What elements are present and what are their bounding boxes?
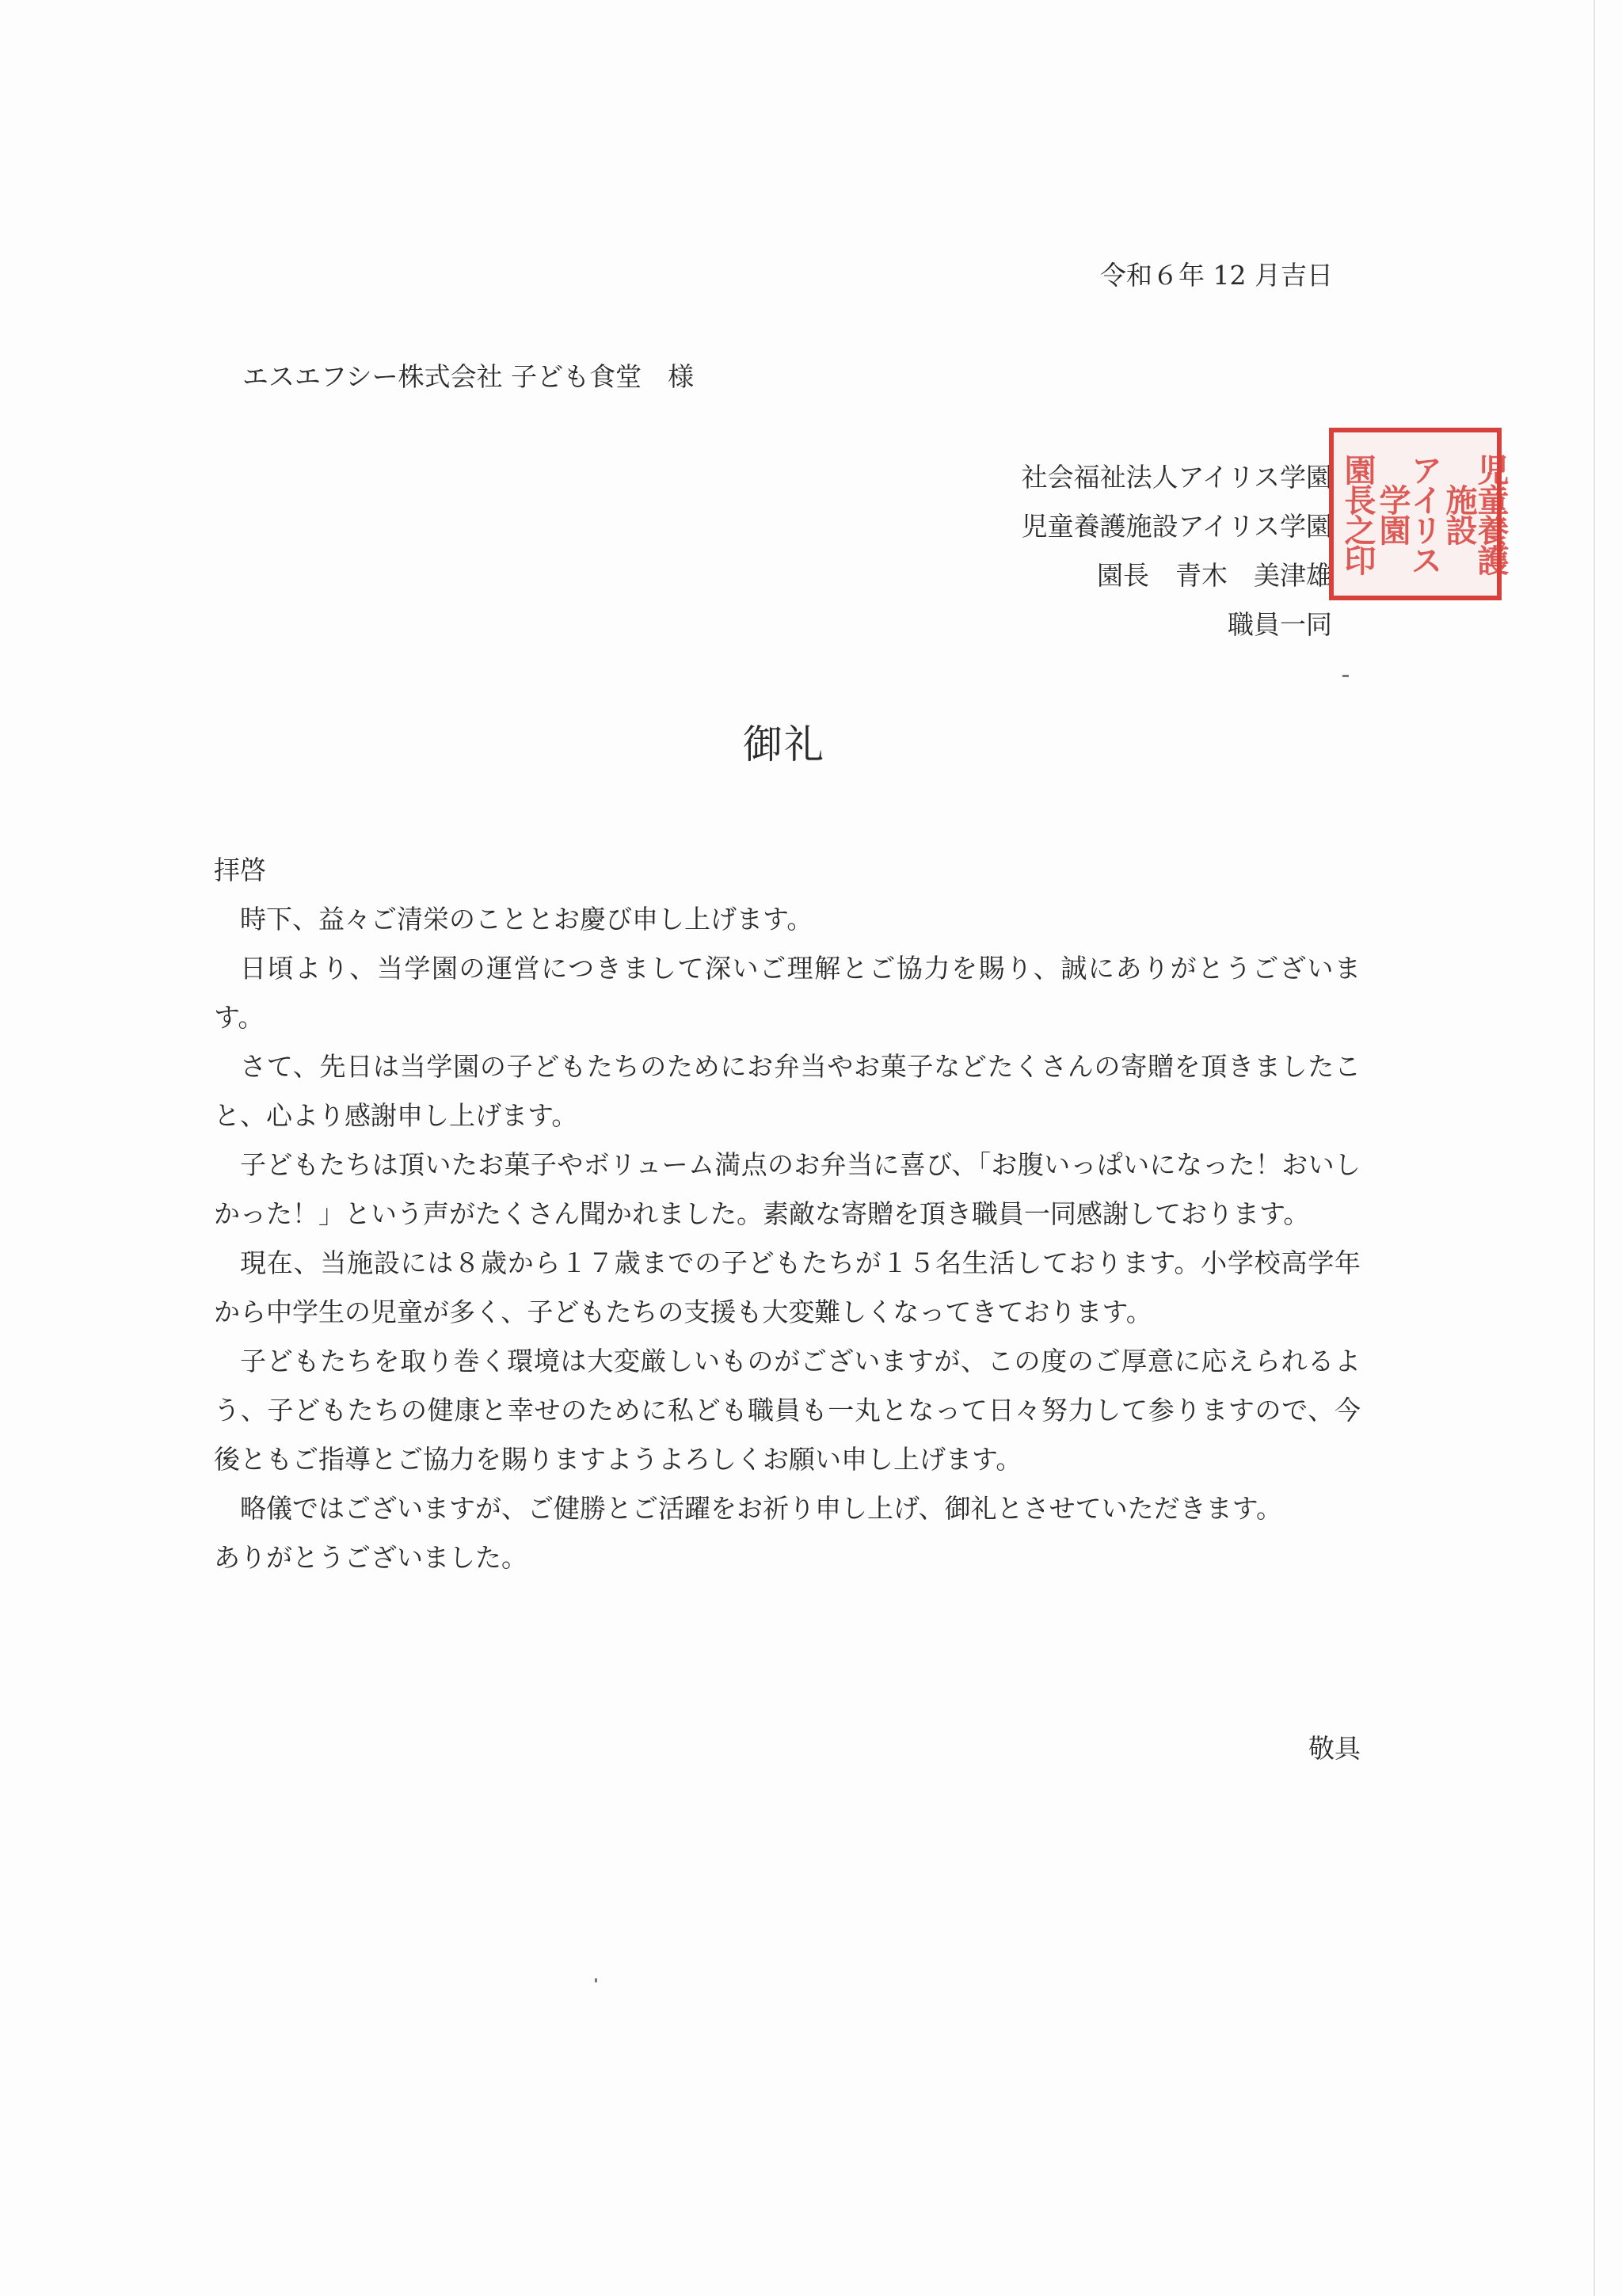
body-paragraph-4: 子どもたちは頂いたお菓子やボリューム満点のお弁当に喜び、「お腹いっぱいになった！おいしかった！」という声がたくさん聞かれました。素敵な寄贈を頂き職員一同感謝しております。 [214, 1149, 1361, 1229]
body-paragraph-3: さて、先日は当学園の子どもたちのためにお弁当やお菓子などたくさんの寄贈を頂きましたこと、心より感謝申し上げます。 [214, 1051, 1361, 1131]
seal-column-1: 園長之印 [1339, 454, 1376, 574]
sender-org-corporation: 社会福祉法人アイリス学園 [1021, 462, 1332, 493]
seal-column-2: アイリス学園 [1374, 454, 1443, 574]
opening-salutation: 拝啓 [214, 855, 266, 885]
seal-column-3: 児童養護施設 [1441, 454, 1510, 574]
body-paragraph-7: 略儀ではございますが、ご健勝とご活躍をお祈り申し上げ、御礼とさせていただきます。 [240, 1493, 1283, 1524]
sender-org-facility: 児童養護施設アイリス学園 [1021, 511, 1332, 542]
recipient-line: エスエフシー株式会社 子ども食堂 様 [242, 361, 695, 392]
body-paragraph-1: 時下、益々ご清栄のこととお慶び申し上げます。 [240, 904, 813, 935]
letter-body [214, 846, 1361, 1582]
body-paragraph-6: 子どもたちを取り巻く環境は大変厳しいものがございますが、この度のご厚意に応えられるよう、子どもたちの健康と幸せのために私ども職員も一丸となって日々努力して参りますので、今後ともご指導とご協力を賜りますようよろしくお願い申し上げます。 [214, 1346, 1361, 1475]
scan-edge-line [1593, 0, 1595, 2296]
body-last-line: ありがとうございました。 [214, 1542, 527, 1573]
letter-title: 御礼 [743, 722, 825, 767]
official-seal-stamp [1329, 428, 1510, 600]
body-paragraph-2: 日頃より、当学園の運営につきまして深いご理解とご協力を賜り、誠にありがとうございます。 [214, 953, 1361, 1033]
body-paragraph-5: 現在、当施設には８歳から１７歳までの子どもたちが１５名生活しております。小学校高学年から中学生の児童が多く、子どもたちの支援も大変難しくなってきております。 [214, 1247, 1361, 1327]
letter-date: 令和６年 12 月吉日 [1100, 260, 1333, 291]
sender-staff: 職員一同 [1228, 609, 1332, 640]
sender-director: 園長 青木 美津雄 [1097, 560, 1332, 591]
scan-speck [595, 1978, 597, 1982]
closing-salutation: 敬具 [1308, 1733, 1361, 1764]
sender-block [1022, 453, 1332, 649]
scan-speck [1342, 675, 1349, 677]
